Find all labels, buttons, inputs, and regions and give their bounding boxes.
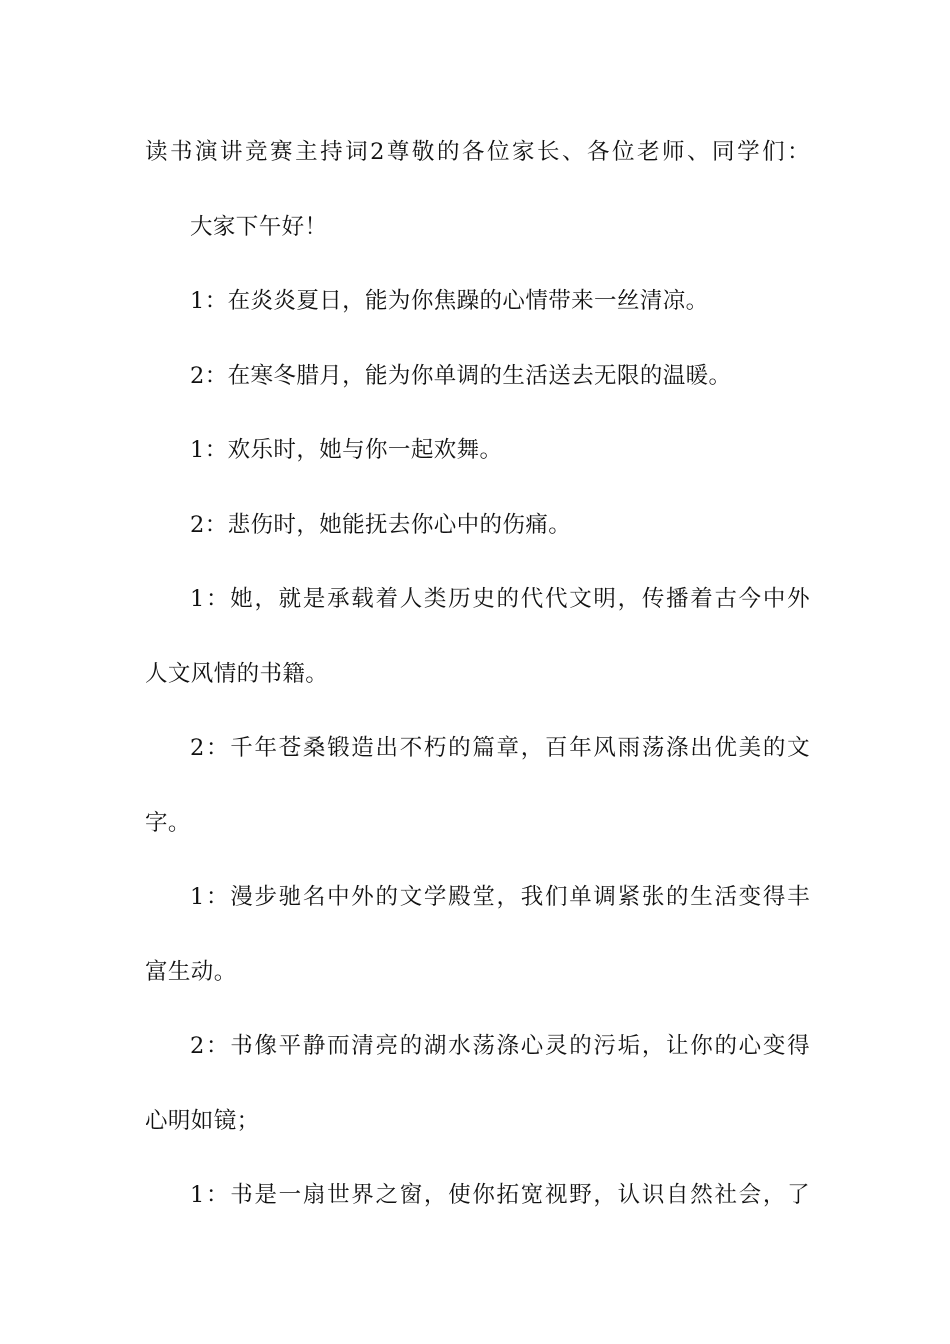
document-body	[145, 130, 810, 1248]
document-line: 1：欢乐时，她与你一起欢舞。	[190, 437, 503, 463]
document-line: 1：她，就是承载着人类历史的代代文明，传播着古今中外	[190, 586, 810, 612]
document-line: 2：书像平静而清亮的湖水荡涤心灵的污垢，让你的心变得	[190, 1033, 810, 1059]
document-line: 1：书是一扇世界之窗，使你拓宽视野，认识自然社会，了	[190, 1182, 810, 1208]
document-line: 富生动。	[145, 958, 237, 985]
document-line: 字。	[145, 809, 191, 836]
document-line: 人文风情的书籍。	[145, 660, 329, 687]
document-line: 2：千年苍桑锻造出不朽的篇章，百年风雨荡涤出优美的文	[190, 735, 810, 761]
document-line-greeting: 大家下午好！	[190, 213, 328, 240]
document-line: 1：在炎炎夏日，能为你焦躁的心情带来一丝清凉。	[190, 288, 709, 314]
document-line-title: 读书演讲竞赛主持词2尊敬的各位家长、各位老师、同学们：	[145, 139, 810, 165]
document-line: 1：漫步驰名中外的文学殿堂，我们单调紧张的生活变得丰	[190, 884, 810, 910]
document-line: 2：在寒冬腊月，能为你单调的生活送去无限的温暖。	[190, 362, 732, 389]
document-line: 心明如镜；	[145, 1107, 260, 1134]
document-line: 2：悲伤时，她能抚去你心中的伤痛。	[190, 511, 572, 538]
